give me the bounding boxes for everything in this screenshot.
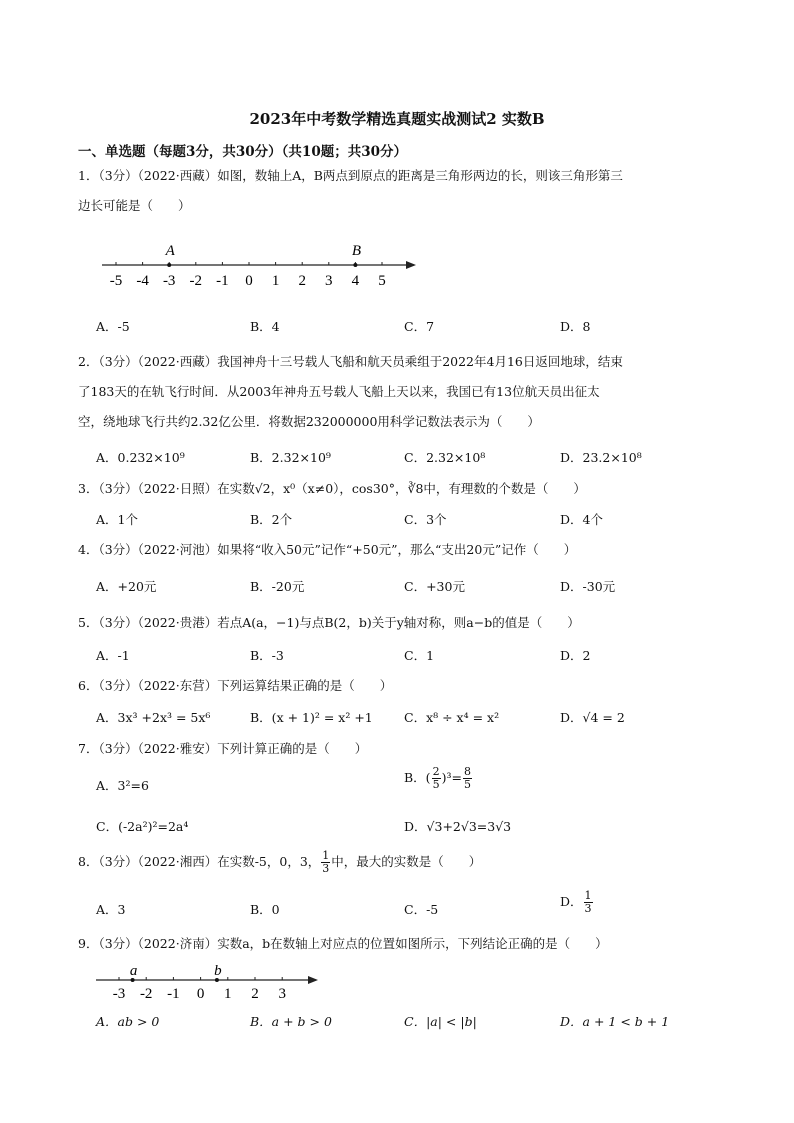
q7-frac-num: 2 <box>432 765 440 778</box>
q1-option-d[interactable]: D．8 <box>560 319 591 334</box>
q8-option-d-fraction <box>584 890 593 915</box>
q2-line3: 空，绕地球飞行共约2.32亿公里．将数据232000000用科学记数法表示为（ ） <box>78 414 540 429</box>
q4-option-d[interactable]: D．-30元 <box>560 579 616 594</box>
q9-number-line <box>90 960 330 1002</box>
q1-point-b-dot <box>353 263 357 267</box>
q8-line-pre: 8．（3分）（2022·湘西）在实数-5，0，3， <box>78 854 321 869</box>
q8-d-num: 1 <box>584 889 592 902</box>
question-7: 7．（3分）（2022·雅安）下列计算正确的是（ ） <box>78 741 368 756</box>
q9-tick-label-3: 0 <box>196 986 205 1002</box>
q8-frac-num: 1 <box>322 849 330 862</box>
q9-point-a-label: a <box>129 963 138 979</box>
q7-option-d[interactable]: D．√3+2√3=3√3 <box>404 819 512 834</box>
q9-tick-label-5: 2 <box>251 986 259 1002</box>
q8-d-den: 3 <box>584 902 592 915</box>
q1-tick-label-2: -3 <box>162 273 176 289</box>
q1-option-b[interactable]: B．4 <box>250 319 280 334</box>
q9-tick-label-4: 1 <box>224 986 232 1002</box>
q1-tick-label-0: -5 <box>109 273 123 289</box>
q1-point-a-label: A <box>165 243 175 259</box>
page-title: 2023年中考数学精选真题实战测试2 实数B <box>249 110 545 128</box>
q9-tick-label-1: -2 <box>139 986 153 1002</box>
q6-option-b[interactable]: B．(x + 1)² = x² +1 <box>250 710 373 725</box>
q4-option-c[interactable]: C．+30元 <box>404 579 465 594</box>
q7-rfrac-num: 8 <box>463 765 471 778</box>
q9-tick-label-6: 3 <box>278 986 286 1002</box>
q9-option-b[interactable]: B．a + b > 0 <box>250 1014 332 1029</box>
q7-option-b-prefix: B．( <box>404 770 431 785</box>
q1-option-a[interactable]: A．-5 <box>96 319 130 334</box>
q2-option-b[interactable]: B．2.32×10⁹ <box>250 450 331 465</box>
q7-option-b-mid: )³= <box>441 770 462 785</box>
q1-tick-label-9: 4 <box>351 273 360 289</box>
question-2 <box>78 352 623 431</box>
q2-option-c[interactable]: C．2.32×10⁸ <box>404 450 486 465</box>
q9-option-c[interactable]: C．|a| < |b| <box>404 1014 477 1029</box>
q1-tick-label-8: 3 <box>325 273 333 289</box>
q7-option-a[interactable]: A．3²=6 <box>96 778 149 793</box>
question-4: 4．（3分）（2022·河池）如果将“收入50元”记作“+50元”，那么“支出20元”记作（ ） <box>78 542 577 557</box>
q7-option-c[interactable]: C．(-2a²)²=2a⁴ <box>96 819 189 834</box>
q9-tick-label-2: -1 <box>167 986 180 1002</box>
q2-option-d[interactable]: D．23.2×10⁸ <box>560 450 642 465</box>
question-5: 5．（3分）（2022·贵港）若点A(a，−1)与点B(2，b)关于y轴对称，则a−b的值是（ ） <box>78 615 580 630</box>
q1-line1: 1．（3分）（2022·西藏）如图，数轴上A，B两点到原点的距离是三角形两边的长，则该三角形第三 <box>78 168 623 183</box>
q3-option-d[interactable]: D．4个 <box>560 512 603 527</box>
q5-option-d[interactable]: D．2 <box>560 648 591 663</box>
q8-option-d[interactable] <box>560 890 594 915</box>
question-9: 9．（3分）（2022·济南）实数a，b在数轴上对应点的位置如图所示，下列结论正确的是（ ） <box>78 936 608 951</box>
q8-option-a[interactable]: A．3 <box>96 902 126 917</box>
q1-line2: 边长可能是（ ） <box>78 198 191 213</box>
q1-number-line <box>96 236 426 292</box>
q5-option-b[interactable]: B．-3 <box>250 648 284 663</box>
q1-tick-label-3: -2 <box>189 273 203 289</box>
q8-frac-den: 3 <box>322 862 330 875</box>
q1-axis-arrow <box>406 261 416 269</box>
q1-tick-label-1: -4 <box>136 273 149 289</box>
question-8 <box>78 850 481 875</box>
question-3: 3．（3分）（2022·日照）在实数√2，x⁰（x≠0），cos30°，∛8中，有理数的个数是（ ） <box>78 481 586 496</box>
question-1 <box>78 166 623 215</box>
q1-tick-label-7: 2 <box>298 273 306 289</box>
q9-option-d[interactable]: D．a + 1 < b + 1 <box>560 1014 670 1029</box>
q7-rfrac-den: 5 <box>463 778 471 791</box>
q4-option-b[interactable]: B．-20元 <box>250 579 305 594</box>
q4-option-a[interactable]: A．+20元 <box>96 579 157 594</box>
q8-option-c[interactable]: C．-5 <box>404 902 439 917</box>
q7-frac-den: 5 <box>432 778 440 791</box>
q8-line-post: 中，最大的实数是（ ） <box>331 854 482 869</box>
q8-option-d-prefix: D． <box>560 894 583 909</box>
q5-option-a[interactable]: A．-1 <box>96 648 130 663</box>
q9-axis-arrow <box>308 976 318 984</box>
q2-line1: 2．（3分）（2022·西藏）我国神舟十三号载人飞船和航天员乘组于2022年4月16日返回地球，结束 <box>78 354 623 369</box>
q7-fraction-2-5 <box>432 766 441 791</box>
q1-tick-label-4: -1 <box>216 273 229 289</box>
section-heading: 一、单选题（每题3分，共30分）（共10题；共30分） <box>78 144 408 160</box>
q8-fraction-1-3 <box>321 850 330 875</box>
q3-option-a[interactable]: A．1个 <box>96 512 138 527</box>
q9-option-a[interactable]: A．ab > 0 <box>96 1014 160 1029</box>
q1-point-b-label: B <box>351 243 361 259</box>
q6-option-d[interactable]: D．√4 = 2 <box>560 710 625 725</box>
q3-option-c[interactable]: C．3个 <box>404 512 447 527</box>
q6-option-c[interactable]: C．x⁸ ÷ x⁴ = x² <box>404 710 500 725</box>
q1-tick-label-10: 5 <box>378 273 386 289</box>
q9-tick-label-0: -3 <box>112 986 126 1002</box>
q1-tick-label-6: 1 <box>271 273 280 289</box>
q7-fraction-8-5 <box>463 766 472 791</box>
q9-point-b-label: b <box>214 963 222 979</box>
q1-point-a-dot <box>167 263 171 267</box>
q2-line2: 了183天的在轨飞行时间．从2003年神舟五号载人飞船上天以来，我国已有13位航天员出征太 <box>78 384 600 399</box>
q1-option-c[interactable]: C．7 <box>404 319 435 334</box>
q6-option-a[interactable]: A．3x³ +2x³ = 5x⁶ <box>96 710 211 725</box>
q3-option-b[interactable]: B．2个 <box>250 512 293 527</box>
q2-option-a[interactable]: A．0.232×10⁹ <box>96 450 185 465</box>
q1-tick-label-5: 0 <box>245 273 253 289</box>
question-6: 6．（3分）（2022·东营）下列运算结果正确的是（ ） <box>78 678 393 693</box>
q7-option-b[interactable] <box>404 766 473 791</box>
q8-option-b[interactable]: B．0 <box>250 902 280 917</box>
q5-option-c[interactable]: C．1 <box>404 648 435 663</box>
